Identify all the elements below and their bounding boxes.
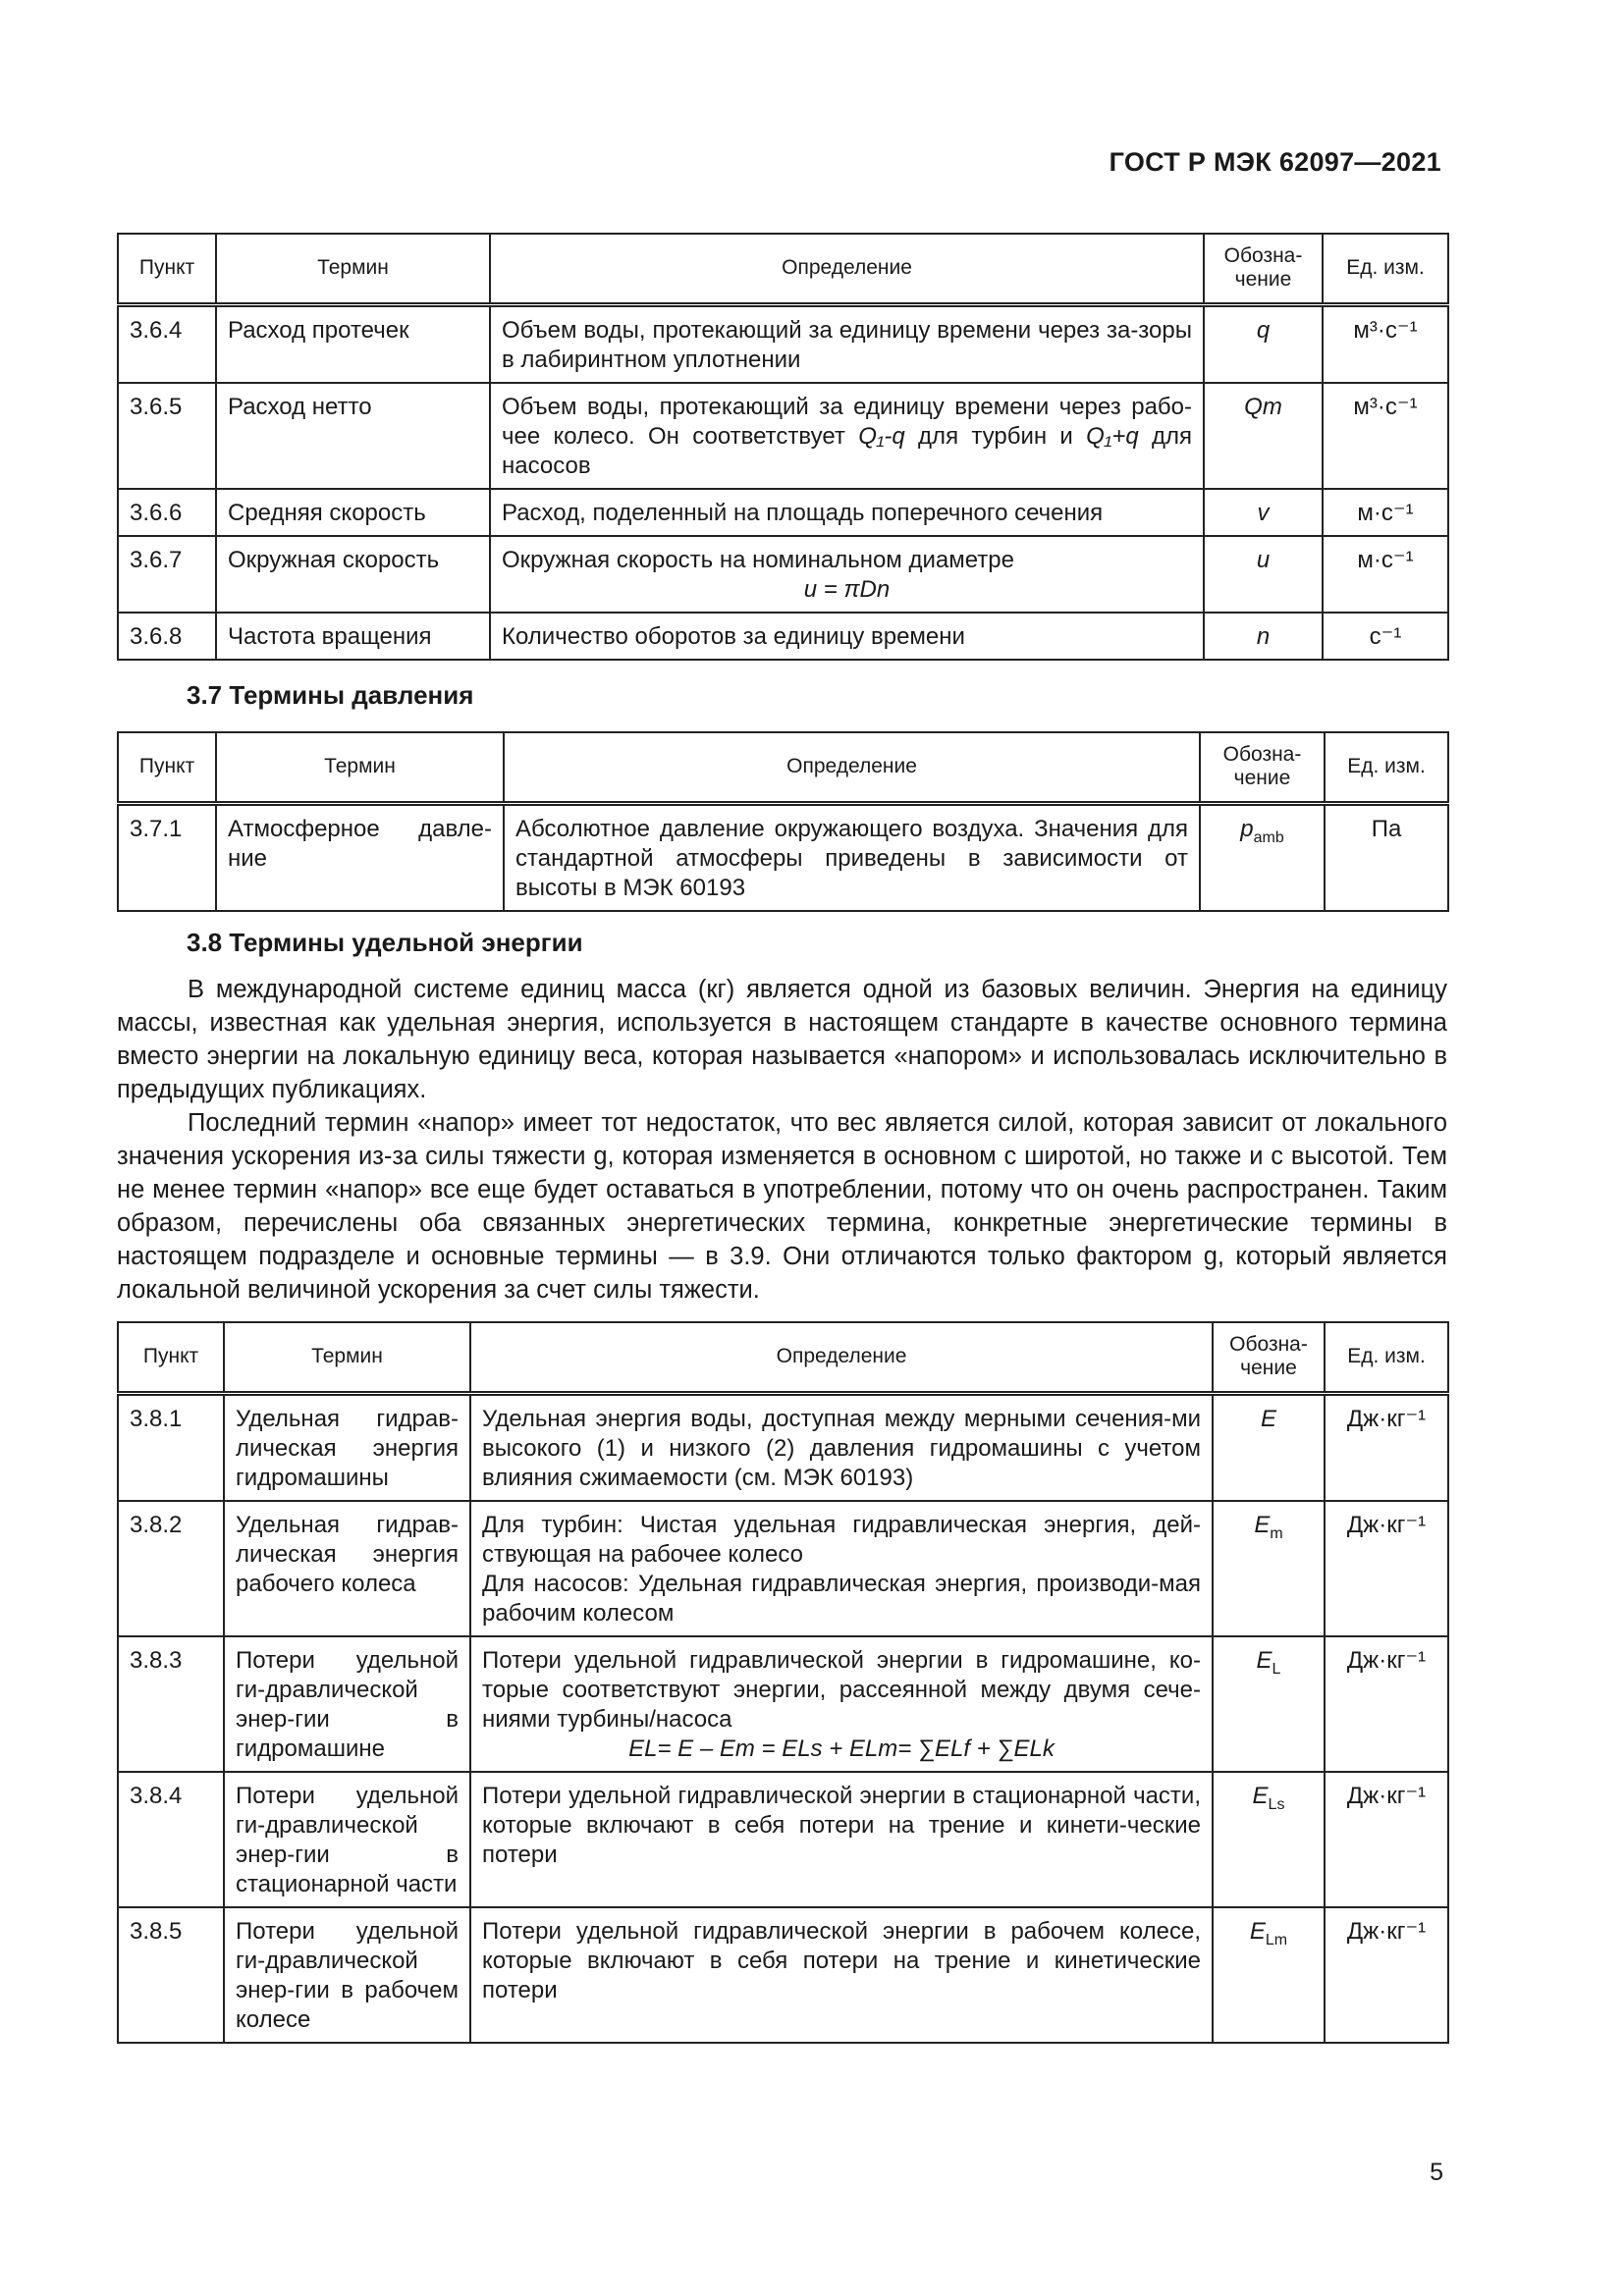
row-definition: Абсолютное давление окружающего воздуха. Значения для стандартной атмосферы приведены в зависимости от высоты в МЭК 60193	[504, 803, 1200, 911]
col-header-definition: Определение	[504, 732, 1200, 803]
row-point: 3.6.4	[118, 304, 216, 383]
row-point: 3.7.1	[118, 803, 216, 911]
row-definition: Удельная энергия воды, доступная между мерными сечения-ми высокого (1) и низкого (2) давления гидромашины с учетом влияния сжимаемости (см. МЭК 60193)	[470, 1393, 1213, 1501]
row-point: 3.6.5	[118, 383, 216, 489]
col-header-symbol: Обозна- чение	[1213, 1322, 1325, 1393]
section-heading-3-7: 3.7 Термины давления	[187, 680, 474, 710]
formula: EL= E – Em = ELs + ELm= ∑ELf + ∑ELk	[628, 1735, 1055, 1762]
table-row	[118, 536, 1448, 613]
table-row	[118, 613, 1448, 660]
row-symbol: $p_{amb}$	[1200, 803, 1325, 911]
table-header-row	[118, 1322, 1448, 1393]
row-unit: м·с⁻¹	[1323, 536, 1448, 613]
col-header-point: Пункт	[118, 234, 216, 304]
row-definition: Объем воды, протекающий за единицу времени через рабо-чее колесо. Он соответствует Q₁-q для турбин и Q₁+q для насосов	[490, 383, 1204, 489]
document-id-header: ГОСТ Р МЭК 62097—2021	[1109, 147, 1441, 177]
row-term: Потери удельной ги-дравлической энер-гии в рабочем колесе	[224, 1907, 470, 2043]
col-header-symbol: Обозна- чение	[1200, 732, 1325, 803]
row-symbol: $E_{Lm}$	[1213, 1907, 1325, 2043]
row-unit: Дж·кг⁻¹	[1325, 1393, 1448, 1501]
row-term: Атмосферное давле-ние	[216, 803, 504, 911]
row-unit: с⁻¹	[1323, 613, 1448, 660]
table-row	[118, 1636, 1448, 1772]
row-unit: Дж·кг⁻¹	[1325, 1501, 1448, 1636]
row-term: Окружная скорость	[216, 536, 490, 613]
col-header-symbol: Обозна- чение	[1204, 234, 1323, 304]
table-row	[118, 803, 1448, 911]
row-point: 3.8.2	[118, 1501, 224, 1636]
paragraph: В международной системе единиц масса (кг) является одной из базовых величин. Энергия на единицу массы, известная как удельная энергия, используется в настоящем стандарте в качестве основного термина вместо энергии на локальную единицу веса, которая называется «напором» и использовалась исключительно в предыдущих публикациях.	[117, 976, 1447, 1103]
col-header-definition: Определение	[470, 1322, 1213, 1393]
row-definition: Окружная скорость на номинальном диаметре u = πDn	[490, 536, 1204, 613]
row-symbol: $E_{Ls}$	[1213, 1772, 1325, 1907]
row-term: Потери удельной ги-дравлической энер-гии в гидромашине	[224, 1636, 470, 1772]
col-header-unit: Ед. изм.	[1325, 732, 1448, 803]
col-header-term: Термин	[216, 732, 504, 803]
section-heading-3-8: 3.8 Термины удельной энергии	[187, 928, 583, 957]
table-row	[118, 1907, 1448, 2043]
row-definition: Потери удельной гидравлической энергии в гидромашине, ко-торые соответствуют энергии, рассеянной между двумя сече-ниями турбины/насоса EL= E – Em = ELs + ELm= ∑ELf + ∑ELk	[470, 1636, 1213, 1772]
table-row	[118, 304, 1448, 383]
table-row	[118, 1772, 1448, 1907]
row-symbol: $E_L$	[1213, 1636, 1325, 1772]
row-point: 3.8.1	[118, 1393, 224, 1501]
row-symbol: $E_m$	[1213, 1501, 1325, 1636]
row-symbol: v	[1204, 489, 1323, 536]
table-header-row	[118, 234, 1448, 304]
row-unit: Дж·кг⁻¹	[1325, 1907, 1448, 2043]
col-header-definition: Определение	[490, 234, 1204, 304]
row-symbol: E	[1213, 1393, 1325, 1501]
row-symbol: Qm	[1204, 383, 1323, 489]
row-point: 3.8.3	[118, 1636, 224, 1772]
row-unit: Па	[1325, 803, 1448, 911]
row-term: Средняя скорость	[216, 489, 490, 536]
row-term: Частота вращения	[216, 613, 490, 660]
table-row	[118, 489, 1448, 536]
page-number: 5	[1430, 2159, 1443, 2186]
row-definition: Расход, поделенный на площадь поперечного сечения	[490, 489, 1204, 536]
row-term: Потери удельной ги-дравлической энер-гии в стационарной части	[224, 1772, 470, 1907]
col-header-point: Пункт	[118, 1322, 224, 1393]
row-point: 3.6.8	[118, 613, 216, 660]
row-point: 3.8.5	[118, 1907, 224, 2043]
row-definition: Потери удельной гидравлической энергии в рабочем колесе, которые включают в себя потери на трение и кинетические потери	[470, 1907, 1213, 2043]
row-symbol: u	[1204, 536, 1323, 613]
row-symbol: n	[1204, 613, 1323, 660]
row-term: Удельная гидрав-лическая энергия гидромашины	[224, 1393, 470, 1501]
formula: u = πDn	[803, 575, 891, 603]
row-point: 3.6.6	[118, 489, 216, 536]
row-definition: Объем воды, протекающий за единицу времени через за-зоры в лабиринтном уплотнении	[490, 304, 1204, 383]
row-term: Расход нетто	[216, 383, 490, 489]
row-term: Удельная гидрав-лическая энергия рабочего колеса	[224, 1501, 470, 1636]
table-row	[118, 1501, 1448, 1636]
row-definition: Для турбин: Чистая удельная гидравлическая энергия, дей-ствующая на рабочее колесо Для насосов: Удельная гидравлическая энергия, производи-мая рабочим колесом	[470, 1501, 1213, 1636]
col-header-term: Термин	[216, 234, 490, 304]
row-unit: м³·с⁻¹	[1323, 304, 1448, 383]
table-row	[118, 383, 1448, 489]
table-row	[118, 1393, 1448, 1501]
table-header-row	[118, 732, 1448, 803]
row-unit: м·с⁻¹	[1323, 489, 1448, 536]
terms-table-energy	[117, 1321, 1449, 2044]
row-unit: Дж·кг⁻¹	[1325, 1772, 1448, 1907]
row-term: Расход протечек	[216, 304, 490, 383]
row-symbol: q	[1204, 304, 1323, 383]
row-definition: Количество оборотов за единицу времени	[490, 613, 1204, 660]
col-header-unit: Ед. изм.	[1323, 234, 1448, 304]
row-point: 3.8.4	[118, 1772, 224, 1907]
row-unit: м³·с⁻¹	[1323, 383, 1448, 489]
row-definition: Потери удельной гидравлической энергии в стационарной части, которые включают в себя потери на трение и кинети-ческие потери	[470, 1772, 1213, 1907]
row-point: 3.6.7	[118, 536, 216, 613]
paragraph: Последний термин «напор» имеет тот недостаток, что вес является силой, которая зависит от локального значения ускорения из-за силы тяжести g, которая изменяется в основном с широтой, но также и с высотой. Тем не менее термин «напор» все еще будет оставаться в употреблении, потому что он очень распространен. Таким образом, перечислены оба связанных энергетических термина, конкретные энергетические термины в настоящем подразделе и основные термины — в 3.9. Они отличаются только фактором g, который является локальной величиной ускорения за счет силы тяжести.	[117, 1109, 1447, 1304]
row-unit: Дж·кг⁻¹	[1325, 1636, 1448, 1772]
terms-table-pressure	[117, 731, 1449, 912]
col-header-unit: Ед. изм.	[1325, 1322, 1448, 1393]
section-3-8-body	[117, 973, 1447, 1307]
col-header-term: Термин	[224, 1322, 470, 1393]
col-header-point: Пункт	[118, 732, 216, 803]
terms-table-flow	[117, 233, 1449, 661]
